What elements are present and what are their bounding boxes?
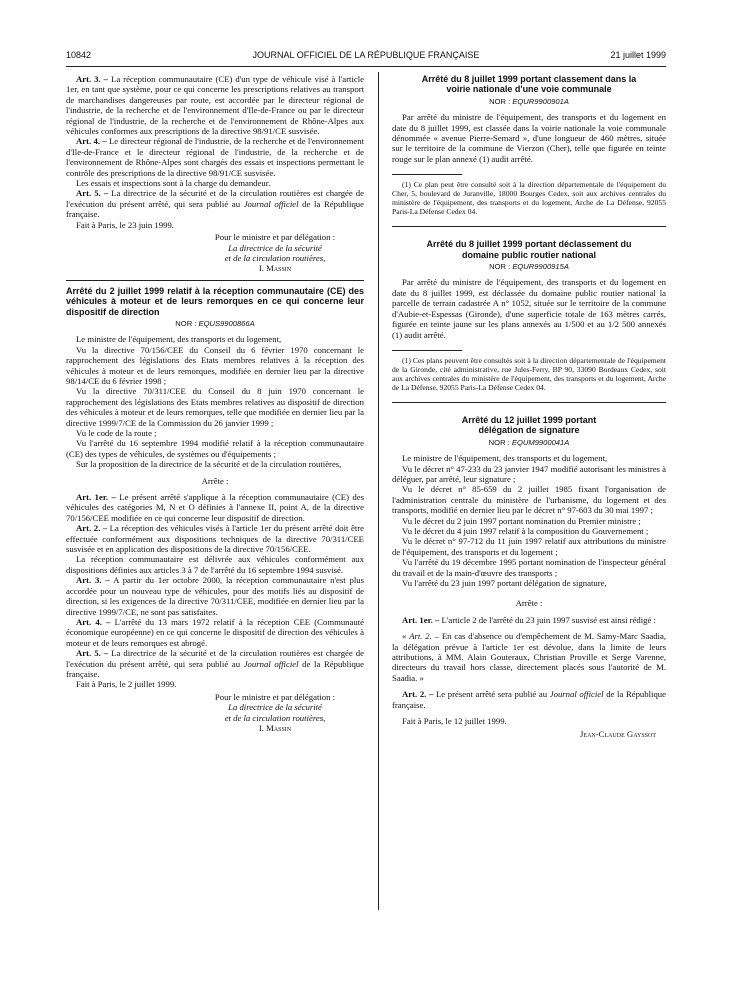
page-header	[66, 50, 666, 64]
nor-reference: NOR : EQUR9900901A	[489, 96, 569, 106]
date-line: Fait à Paris, le 12 juillet 1999.	[402, 716, 507, 727]
paragraph: Vu le décret n° 47-233 du 23 janvier 1947 modifié autorisant les ministres à déléguer, par arrêté, leur signature ;	[392, 463, 666, 484]
paragraph: Vu le décret du 2 juin 1997 portant nomination du Premier ministre ;	[402, 515, 641, 526]
journal-title: JOURNAL OFFICIEL DE LA RÉPUBLIQUE FRANÇAISE	[252, 50, 480, 60]
issue-date: 21 juillet 1999	[610, 50, 666, 60]
article-paragraph: Art. 5. – La directrice de la sécurité et de la circulation routières est chargée de l'exécution du présent arrêté, qui sera publié au Journal officiel de la République française.	[66, 188, 365, 220]
section-separator	[66, 280, 364, 281]
paragraph: Vu l'arrêté du 19 décembre 1995 portant nomination de l'inspecteur général du travail et de la main-d'œuvre des transports ;	[392, 557, 666, 578]
signature-block: Pour le ministre et par délégation : La directrice de la sécurité et de la circulation routières, I. Massin	[214, 232, 336, 274]
paragraph: Vu l'arrêté du 23 juin 1997 portant délégation de signature,	[402, 578, 607, 588]
decree-title: Arrêté du 8 juillet 1999 portant classement dans la voirie nationale d'une voie communale	[421, 74, 637, 95]
paragraph: Vu le décret n° 85-659 du 2 juillet 1985 fixant l'organisation de l'administration centrale du ministère de l'urbanisme, du logement et des transports, modifié en dernier lieu par le décret n° 97-603 du 30 mai 1997 ;	[392, 484, 666, 516]
article-paragraph: Art. 2. – Le présent arrêté sera publié au Journal officiel de la République française.	[392, 689, 666, 710]
article-paragraph: Art. 4. – Le directeur régional de l'industrie, de la recherche et de l'environnement d'Ile-de-France et le directeur régional de l'industrie, de la recherche et de l'environnement de Rhône-Alpes sont chargés des essais et inspections permettant le contrôle des prescriptions de la directive 98/91/CE susvisée.	[66, 136, 364, 178]
nor-reference: NOR : EQUM9900041A	[488, 437, 570, 447]
article-paragraph: Art. 2. – La réception des véhicules visés à l'article 1er du présent arrêté doit être effectuée conformément aux dispositions techniques de la directive 70/311/CEE susvisée et en application des dispositions de la directive 70/156/CEE.	[66, 523, 365, 555]
arrete-heading: Arrête :	[201, 475, 229, 486]
section-separator	[392, 402, 666, 403]
paragraph: Vu la directive 70/156/CEE du Conseil du 6 février 1970 concernant le rapprochement des législations des Etats membres relatives à la réception des véhicules à moteur et de leurs remorques, modifiée en dernier lieu par la directive 98/14/CE du 6 février 1998 ;	[66, 344, 364, 386]
decree-title: Arrêté du 8 juillet 1999 portant déclassement du domaine public routier national	[426, 239, 632, 260]
date-line: Fait à Paris, le 23 juin 1999.	[76, 219, 174, 230]
paragraph: Vu le décret du 4 juin 1997 relatif à la composition du Gouvernement ;	[402, 525, 649, 536]
paragraph: Vu l'arrêté du 16 septembre 1994 modifié relatif à la réception communautaire (CE) des types de véhicules, de systèmes ou d'équipements ;	[66, 438, 364, 459]
paragraph: Par arrêté du ministre de l'équipement, des transports et du logement en date du 8 juillet 1999, est classée dans la voirie nationale la voie communale dénommée « avenue Pierre-Semard », d'une longueur de 460 mètres, située sur le territoire de la commune de Vierzon (Cher), telle que figurée en teinte rouge sur le plan annexé (1) audit arrêté.	[392, 112, 666, 164]
signatory-name: Jean-Claude Gayssot	[580, 729, 656, 740]
section-separator	[392, 226, 666, 227]
paragraph: Par arrêté du ministre de l'équipement, des transports et du logement en date du 8 juillet 1999, est déclassée du domaine public routier national la parcelle de terrain cadastrée A n° 1052, située sur le territoire de la commune d'Aubie-et-Espessas (Gironde), d'une superficie totale de 163 mètres carrés, figurée en teinte jaune sur les plans annexés au 1/500 et au 1/2 500 annexés (1) audit arrêté.	[392, 277, 666, 340]
article-paragraph: Art. 1er. – Le présent arrêté s'applique à la réception communautaire (CE) des véhicules des catégories M, N et O définies à l'annexe II, point A, de la directive 70/156/CEE modifiée en ce qui concerne leur dispositif de direction.	[66, 492, 365, 523]
arrete-heading: Arrête :	[515, 598, 543, 609]
footnote: (1) Ce plan peut être consulté soit à la direction départementale de l'équipement du Cher, 5, boulevard de Juranville, 18000 Bourges Cedex, soit aux archives centrales du ministère de l'équipement, des transports et du logement, Arche de La Défense, 92055 Paris-La Défense Cedex 04.	[392, 180, 666, 217]
signature-block: Pour le ministre et par délégation : La directrice de la sécurité et de la circulation routières, I. Massin	[214, 691, 336, 733]
paragraph: Vu le code de la route ;	[76, 428, 157, 438]
nor-reference: NOR : EQUR9900915A	[489, 262, 569, 272]
decree-title: Arrêté du 12 juillet 1999 portant délégation de signature	[461, 414, 597, 436]
footnote-rule	[392, 350, 462, 351]
left-column	[66, 74, 364, 733]
paragraph: Le ministre de l'équipement, des transports et du logement,	[76, 334, 282, 345]
column-divider	[378, 72, 379, 910]
footnote-rule	[392, 174, 462, 175]
quoted-article: « Art. 2. – En cas d'absence ou d'empêchement de M. Samy-Marc Saadia, la délégation prévue à l'article 1er est dévolue, dans la limite de leurs attributions, à MM. Alain Gouteraux, Christian Proville et Serge Varenne, directeurs du travail hors classe, directement placés sous l'autorité de M. Saadia. »	[392, 631, 667, 683]
paragraph: Les essais et inspections sont à la charge du demandeur.	[76, 178, 271, 189]
article-paragraph: Art. 5. – La directrice de la sécurité et de la circulation routières est chargée de l'exécution du présent arrêté, qui sera publié au Journal officiel de la République française.	[66, 648, 365, 679]
page-number: 10842	[66, 50, 92, 60]
nor-reference: NOR : EQUS9900866A	[175, 318, 255, 328]
paragraph: Sur la proposition de la directrice de la sécurité et de la circulation routières,	[76, 459, 342, 470]
footnote: (1) Ces plans peuvent être consultés soit à la direction départementale de l'équipement de la Gironde, cité administrative, rue Jules-Ferry, BP 90, 33090 Bordeaux Cedex, soit aux archives centrales du ministère de l'équipement, des transports et du logement, Arche de La Défense, 92055 Paris-La Défense Cedex 04.	[392, 355, 666, 392]
paragraph: La réception communautaire est délivrée aux véhicules conformément aux dispositions définies aux articles 3 à 7 de l'arrêté du 16 septembre 1994 susvisé.	[66, 554, 364, 575]
article-paragraph: Art. 3. – La réception communautaire (CE) d'un type de véhicule visé à l'article 1er, en tant que système, pour ce qui concerne les prescriptions relatives au transport de marchandises dangereuses par route, est accordée par le directeur régional de l'industrie, de la recherche et de l'environnement d'Ile-de-France ou par le directeur régional de l'industrie, de la recherche et de l'environnement de Rhône-Alpes aux véhicules conformes aux prescriptions de la directive 98/91/CE susvisée.	[66, 74, 365, 137]
article-paragraph: Art. 4. – L'arrêté du 13 mars 1972 relatif à la réception CEE (Communauté économique européenne) en ce qui concerne le dispositif de direction des véhicules à moteur et de leurs remorques est abrogé.	[66, 616, 364, 648]
article-paragraph: Art. 3. – A partir du 1er octobre 2000, la réception communautaire n'est plus accordée pour un nouveau type de véhicules, pour des motifs liés au dispositif de direction, si les exigences de la directive 70/311/CEE, modifiée en dernier lieu par la directive 1999/7/CE, ne sont pas satisfaites.	[66, 575, 364, 617]
paragraph: Le ministre de l'équipement, des transports et du logement,	[402, 453, 608, 464]
decree-title: Arrêté du 2 juillet 1999 relatif à la réception communautaire (CE) des véhicules à moteur et de leurs remorques en ce qui concerne leur dispositif de direction	[66, 285, 364, 317]
article-paragraph: Art. 1er. – L'article 2 de l'arrêté du 23 juin 1997 susvisé est ainsi rédigé :	[402, 614, 656, 625]
right-column	[392, 74, 666, 740]
header-rule	[66, 66, 666, 67]
paragraph: Vu le décret n° 97-712 du 11 juin 1997 relatif aux attributions du ministre de l'équipement, des transports et du logement ;	[392, 536, 666, 557]
date-line: Fait à Paris, le 2 juillet 1999.	[76, 679, 177, 690]
paragraph: Vu la directive 70/311/CEE du Conseil du 8 juin 1970 concernant le rapprochement des législations des Etats membres relatives au dispositif de direction des véhicules à moteur et de leurs remorques, telle que modifiée en dernier lieu par la directive 1999/7/CE de la Commission du 26 janvier 1999 ;	[66, 386, 364, 428]
